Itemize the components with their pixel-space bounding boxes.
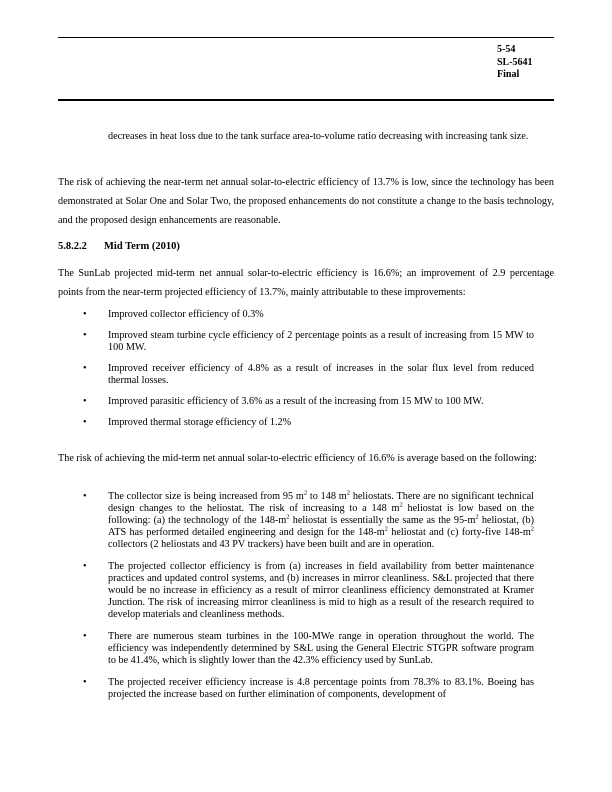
risk-items-list [83, 491, 534, 701]
list-item: • Improved steam turbine cycle efficiency of 2 percentage points as a result of increasing from 15 MW to 100 MW. [83, 330, 534, 353]
section-number: 5.8.2.2 [58, 241, 87, 252]
list-item: • There are numerous steam turbines in the 100-MWe range in operation throughout the world. The efficiency was independently determined by S&L using the General Electric STGPR software program to be 41.4%, which is slightly lower than the 42.3% efficiency used by SunLab. [83, 631, 534, 666]
mid-term-risk-intro-paragraph: The risk of achieving the mid-term net annual solar-to-electric efficiency of 16.6% is average based on the following: [58, 453, 537, 464]
bullet-icon: • [83, 396, 87, 407]
page-number: 5-54 [497, 44, 516, 55]
improvements-list [83, 309, 534, 429]
continuation-paragraph: decreases in heat loss due to the tank surface area-to-volume ratio decreasing with increasing tank size. [108, 131, 529, 142]
list-item: • The projected receiver efficiency increase is 4.8 percentage points from 78.3% to 83.1%. Boeing has projected the increase based on further elimination of components, development of [83, 677, 534, 700]
section-heading [58, 241, 180, 252]
header-bottom-rule [58, 99, 554, 101]
bullet-icon: • [83, 417, 87, 428]
bullet-icon: • [83, 309, 87, 320]
bullet-icon: • [83, 677, 87, 688]
bullet-icon: • [83, 330, 87, 341]
list-item: • Improved thermal storage efficiency of 1.2% [83, 417, 292, 428]
section-title: Mid Term (2010) [104, 241, 180, 252]
mid-term-intro-paragraph: The SunLab projected mid-term net annual solar-to-electric efficiency is 16.6%; an improvement of 2.9 percentage points from the near-term projected efficiency of 13.7%, mainly attributable to these improvements: [58, 268, 554, 298]
bullet-icon: • [83, 561, 87, 572]
bullet-icon: • [83, 631, 87, 642]
near-term-risk-paragraph: The risk of achieving the near-term net annual solar-to-electric efficiency of 13.7% is low, since the technology has been demonstrated at Solar One and Solar Two, the proposed enhancements do not constitute a change to the basis technology, and the proposed design enhancements are reasonable. [58, 177, 554, 226]
bullet-icon: • [83, 491, 87, 502]
list-item: • The collector size is being increased from 95 $m^2$ to 148 $m^2$ heliostats. There are no significant technical design changes to the heliostat. The risk of increasing to a 148 $m^2$ heliostat is low based on the following: (a) the technology of the $148-m^2$ heliostat is essentially the same as the $95-m^2$ heliostat, (b) ATS has performed detailed engineering and design for the $148-m^2$ heliostat and (c) forty-five $148-m^2$ collectors (2 heliostats and 43 PV trackers) have been built and are in operation. [83, 489, 534, 550]
document-id: SL-5641 [497, 56, 533, 68]
list-item: • Improved collector efficiency of 0.3% [83, 309, 264, 320]
list-item: • The projected collector efficiency is from (a) increases in field availability from better maintenance practices and updated control systems, and (b) increases in mirror cleanliness. S&L projected that there would be no increase in efficiency as a result of mirror cleanliness efficiency demonstrated at Kramer Junction. The risk of increasing mirror cleanliness is mid to high as a result of the research required to develop materials and cleanliness methods. [83, 561, 534, 620]
header-top-rule [58, 37, 554, 38]
document-status: Final [497, 69, 520, 80]
list-item: • Improved receiver efficiency of 4.8% as a result of increases in the solar flux level from reduced thermal losses. [83, 363, 534, 386]
list-item: • Improved parasitic efficiency of 3.6% as a result of the increasing from 15 MW to 100 MW. [83, 396, 484, 407]
page-header [497, 44, 533, 82]
bullet-icon: • [83, 363, 87, 374]
